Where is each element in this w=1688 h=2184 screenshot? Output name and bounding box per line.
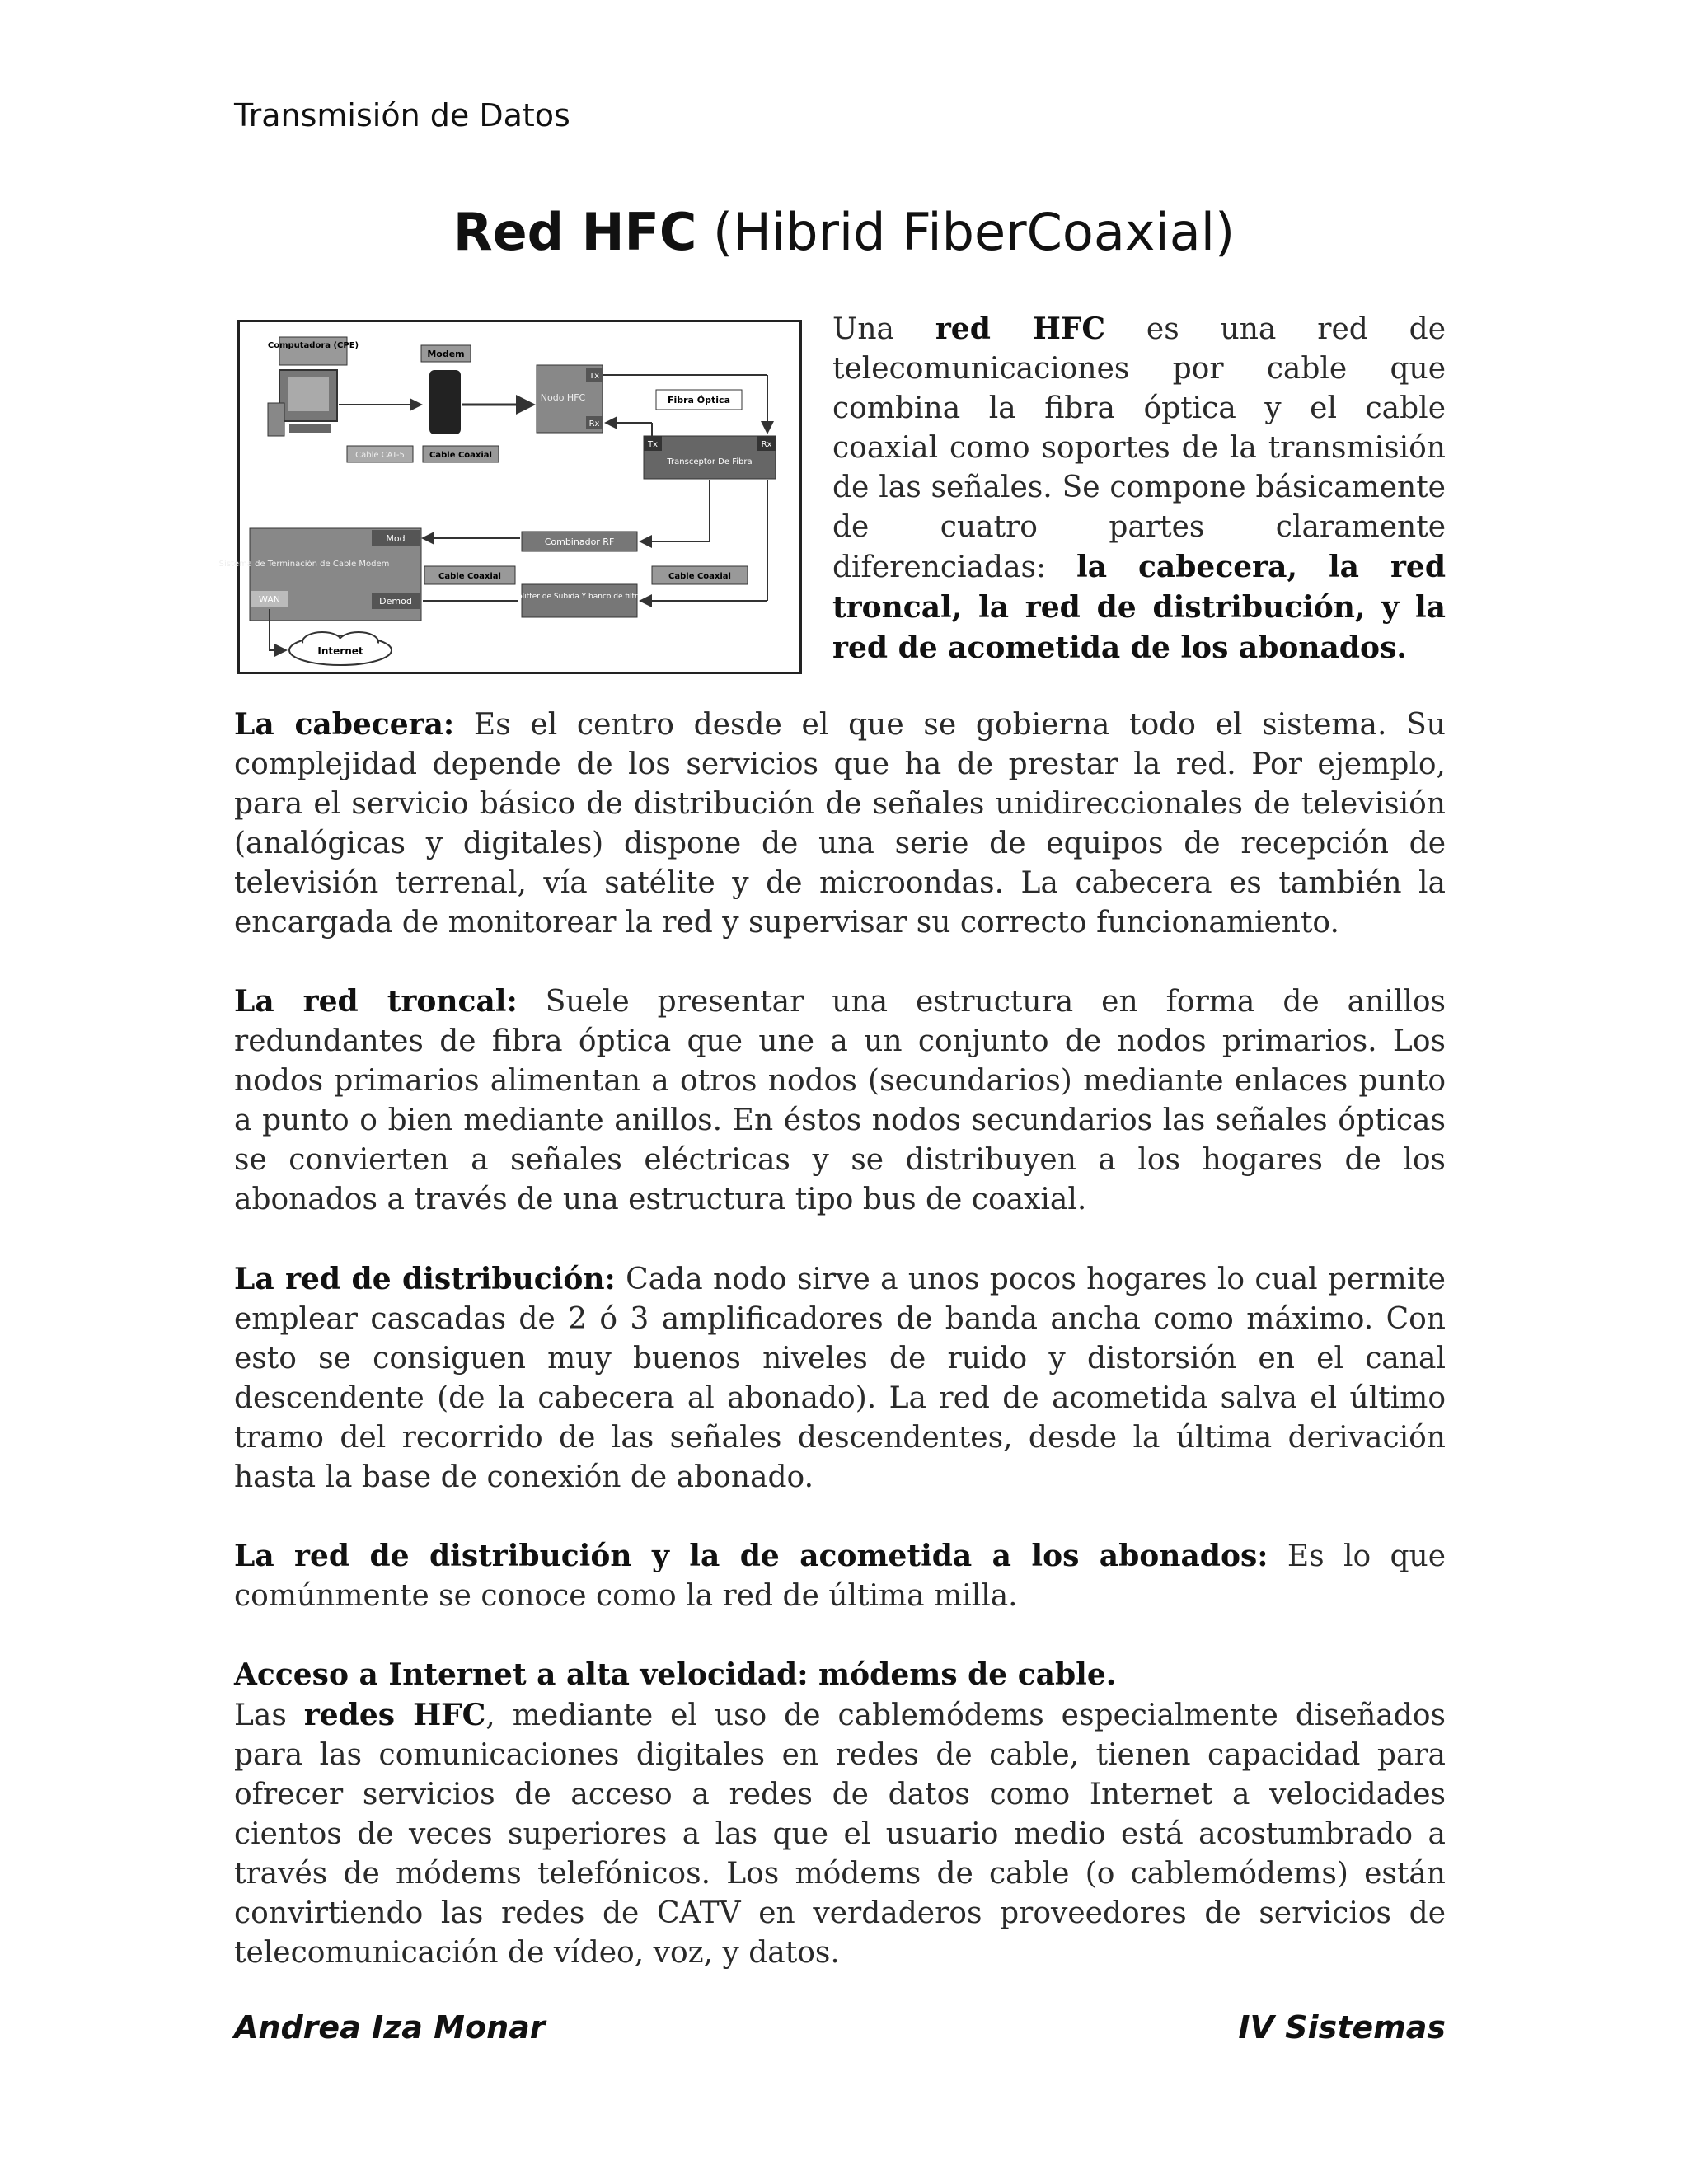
acceso-heading-text: Acceso a Internet a alta velocidad: módems de cable. — [234, 1657, 1117, 1692]
title-rest: (Hibrid FiberCoaxial) — [696, 202, 1236, 262]
cabecera-text: Es el centro desde el que se gobierna todo el sistema. Su complejidad depende de los servicios que ha de prestar la red. Por ejemplo, para el servicio básico de distribución de señales unidireccionales de televisión (analógicas y digitales) dispone de una serie de equipos de recepción de televisión terrenal, vía satélite y de microondas. La cabecera es también la encargada de monitorear la red y supervisar su correcto funcionamiento. — [234, 708, 1446, 940]
modem-icon — [429, 370, 461, 434]
mod-label: Mod — [386, 533, 406, 544]
title-bold: Red HFC — [452, 202, 697, 262]
coax2-label: Cable Coaxial — [438, 572, 501, 581]
footer-author: Andrea Iza Monar — [234, 2009, 546, 2046]
acceso-heading — [234, 1655, 1446, 1695]
internet-label: Internet — [317, 645, 363, 657]
page-header: Transmisión de Datos — [234, 97, 570, 134]
nodo-rx: Rx — [588, 419, 600, 429]
trans-tx: Tx — [647, 440, 659, 449]
nodo-tx: Tx — [588, 372, 600, 381]
cabecera-label: La cabecera: — [234, 707, 455, 742]
section-distribucion — [234, 1259, 1446, 1497]
intro-text-1: Una — [832, 312, 935, 346]
modem-label: Modem — [427, 349, 465, 359]
demod-label: Demod — [379, 596, 412, 607]
footer-course: IV Sistemas — [1238, 2009, 1446, 2046]
acometida-text: Es lo que comúnmente se conoce como la red de última milla. — [234, 1540, 1447, 1613]
wan-label: WAN — [258, 594, 281, 605]
transceptor-label: Transceptor De Fibra — [667, 457, 753, 466]
nodo-hfc-label: Nodo HFC — [540, 392, 586, 403]
acometida-label: La red de distribución y la de acometida a los abonados: — [234, 1539, 1268, 1573]
coax1-label: Cable Coaxial — [429, 451, 492, 460]
trans-rx: Rx — [761, 440, 772, 449]
intro-bold-1: red HFC — [935, 312, 1106, 346]
section-cabecera — [234, 705, 1446, 943]
troncal-label: La red troncal: — [234, 984, 518, 1019]
fibra-label: Fibra Óptica — [667, 395, 731, 405]
troncal-text: Suele presentar una estructura en forma de anillos redundantes de fibra óptica que une a un conjunto de nodos primarios. Los nodos primarios alimentan a otros nodos (secundarios) mediante enlaces punto a punto o bien mediante anillos. En éstos nodos secundarios las señales ópticas se convierten a señales eléctricas y se distribuyen a los hogares de los abonados a través de una estructura tipo bus de coaxial. — [234, 985, 1446, 1216]
pc-label: Computadora (CPE) — [267, 341, 359, 350]
computer-icon — [268, 370, 337, 436]
page-title — [0, 202, 1688, 262]
section-acceso — [234, 1655, 1446, 1973]
intro-text-2: es una red de telecomunicaciones por cable que combina la fibra óptica y el cable coaxial como soportes de la transmisión de las señales. Se compone básicamente de cuatro partes claramente diferenciadas: — [832, 312, 1446, 584]
section-troncal — [234, 982, 1446, 1220]
hfc-diagram-svg — [218, 322, 799, 672]
coax3-label: Cable Coaxial — [668, 572, 731, 581]
acceso-paragraph — [234, 1695, 1446, 1973]
intro-bold-2: la cabecera, la red troncal, la red de distribución, y la red de acometida de los abonados. — [832, 550, 1446, 665]
combinador-label: Combinador RF — [544, 537, 615, 547]
acceso-text-2: , mediante el uso de cablemódems especialmente diseñados para las comunicaciones digitales en redes de cable, tienen capacidad para ofrecer servicios de acceso a redes de datos como Internet a velocidades cientos de veces superiores a las que el usuario medio está acostumbrado a través de módems telefónicos. Los módems de cable (o cablemódems) están convirtiendo las redes de CATV en verdaderos proveedores de servicios de telecomunicación de vídeo, voz, y datos. — [234, 1699, 1446, 1970]
splitter-box — [522, 584, 637, 617]
splitter-label: Splitter de Subida Y banco de filtros — [513, 593, 646, 601]
distribucion-label: La red de distribución: — [234, 1262, 616, 1296]
cmts-label: Sistema de Terminación de Cable Modem — [218, 560, 390, 569]
section-acometida — [234, 1536, 1446, 1616]
distribucion-text: Cada nodo sirve a unos pocos hogares lo cual permite emplear cascadas de 2 ó 3 amplificadores de banda ancha como máximo. Con esto se consiguen muy buenos niveles de ruido y distorsión en el canal descendente (de la cabecera al abonado). La red de acometida salva el último tramo del recorrido de las señales descendentes, desde la última derivación hasta la base de conexión de abonado. — [234, 1263, 1446, 1494]
cat5-label: Cable CAT-5 — [355, 451, 405, 460]
intro-paragraph — [832, 309, 1446, 668]
acceso-bold-1: redes HFC — [303, 1698, 486, 1732]
hfc-diagram — [218, 320, 802, 674]
acceso-text-1: Las — [234, 1699, 304, 1732]
